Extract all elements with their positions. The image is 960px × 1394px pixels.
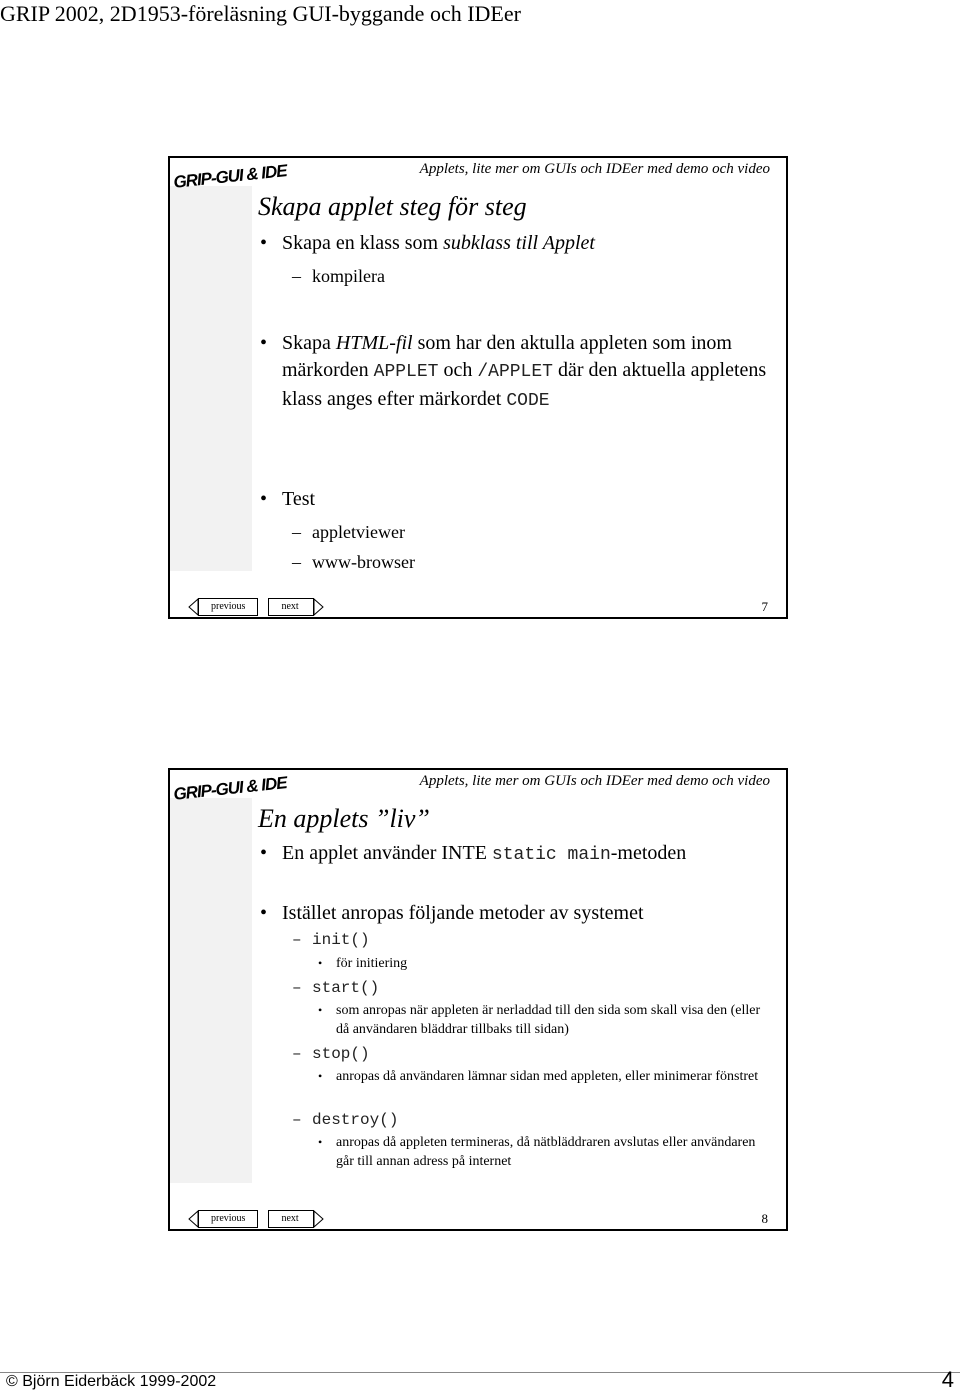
slide-8: [168, 768, 788, 1231]
bullet-test: • Test: [260, 488, 316, 510]
previous-button[interactable]: previous: [198, 598, 258, 616]
bullet-create-html: • Skapa HTML-fil som har den aktulla appleten som inom märkorden APPLET och /APPLET där den aktuella appletens klass anges efter märkordet CODE: [260, 332, 767, 411]
method-destroy: – destroy(): [292, 1111, 399, 1129]
method-start-desc: • som anropas när appleten är nerladdad till den sida som skall visa den (eller då användaren bläddrar tillbaks till sidan): [318, 1003, 761, 1037]
sub-bullet-appletviewer: – appletviewer: [292, 522, 405, 542]
next-arrow-icon[interactable]: [314, 597, 324, 617]
method-start: – start(): [292, 979, 380, 997]
method-stop: – stop(): [292, 1045, 370, 1063]
method-destroy-desc: • anropas då appleten termineras, då nätbläddraren avslutas eller användaren går till annan adress på internet: [318, 1135, 756, 1169]
slide-topic: Applets, lite mer om GUIs och IDEer med demo och video: [419, 773, 770, 789]
footer-page-number: 4: [941, 1367, 954, 1392]
method-init-desc: • för initiering: [318, 956, 408, 971]
slide-nav: [188, 597, 324, 617]
grip-logo: [172, 772, 288, 804]
slide-topic: Applets, lite mer om GUIs och IDEer med demo och video: [419, 161, 770, 177]
slide-side-band: [170, 186, 252, 571]
next-button[interactable]: next: [268, 1210, 313, 1228]
bullet-create-class: • Skapa en klass som subklass till Applet: [260, 232, 595, 254]
footer-copyright: © Björn Eiderbäck 1999-2002: [6, 1373, 217, 1390]
previous-arrow-icon[interactable]: [188, 1209, 198, 1229]
page-footer: [0, 1367, 960, 1394]
logo-text: GRIP-GUI & IDE: [172, 161, 288, 192]
slide-page-number: 7: [761, 599, 768, 614]
method-init: – init(): [292, 931, 370, 949]
bullet-instead: • Istället anropas följande metoder av systemet: [260, 902, 644, 924]
page-header-title: GRIP 2002, 2D1953-föreläsning GUI-byggande och IDEer: [0, 1, 521, 26]
method-stop-desc: • anropas då användaren lämnar sidan med appleten, eller minimerar fönstret: [318, 1069, 759, 1084]
slide-page-number: 8: [761, 1211, 768, 1226]
logo-text: GRIP-GUI & IDE: [172, 773, 288, 804]
next-arrow-icon[interactable]: [314, 1209, 324, 1229]
slide-title: Skapa applet steg för steg: [258, 192, 527, 221]
previous-arrow-icon[interactable]: [188, 597, 198, 617]
previous-button[interactable]: previous: [198, 1210, 258, 1228]
sub-bullet-compile: – kompilera: [292, 266, 385, 286]
next-button[interactable]: next: [268, 598, 313, 616]
slide-7: [168, 156, 788, 619]
sub-bullet-www-browser: – www-browser: [292, 552, 415, 572]
slide-nav: [188, 1209, 324, 1229]
slide-title: En applets ”liv”: [258, 804, 430, 833]
grip-logo: [172, 160, 288, 192]
slide-side-band: [170, 798, 252, 1183]
bullet-no-main: • En applet använder INTE static main-metoden: [260, 842, 687, 865]
